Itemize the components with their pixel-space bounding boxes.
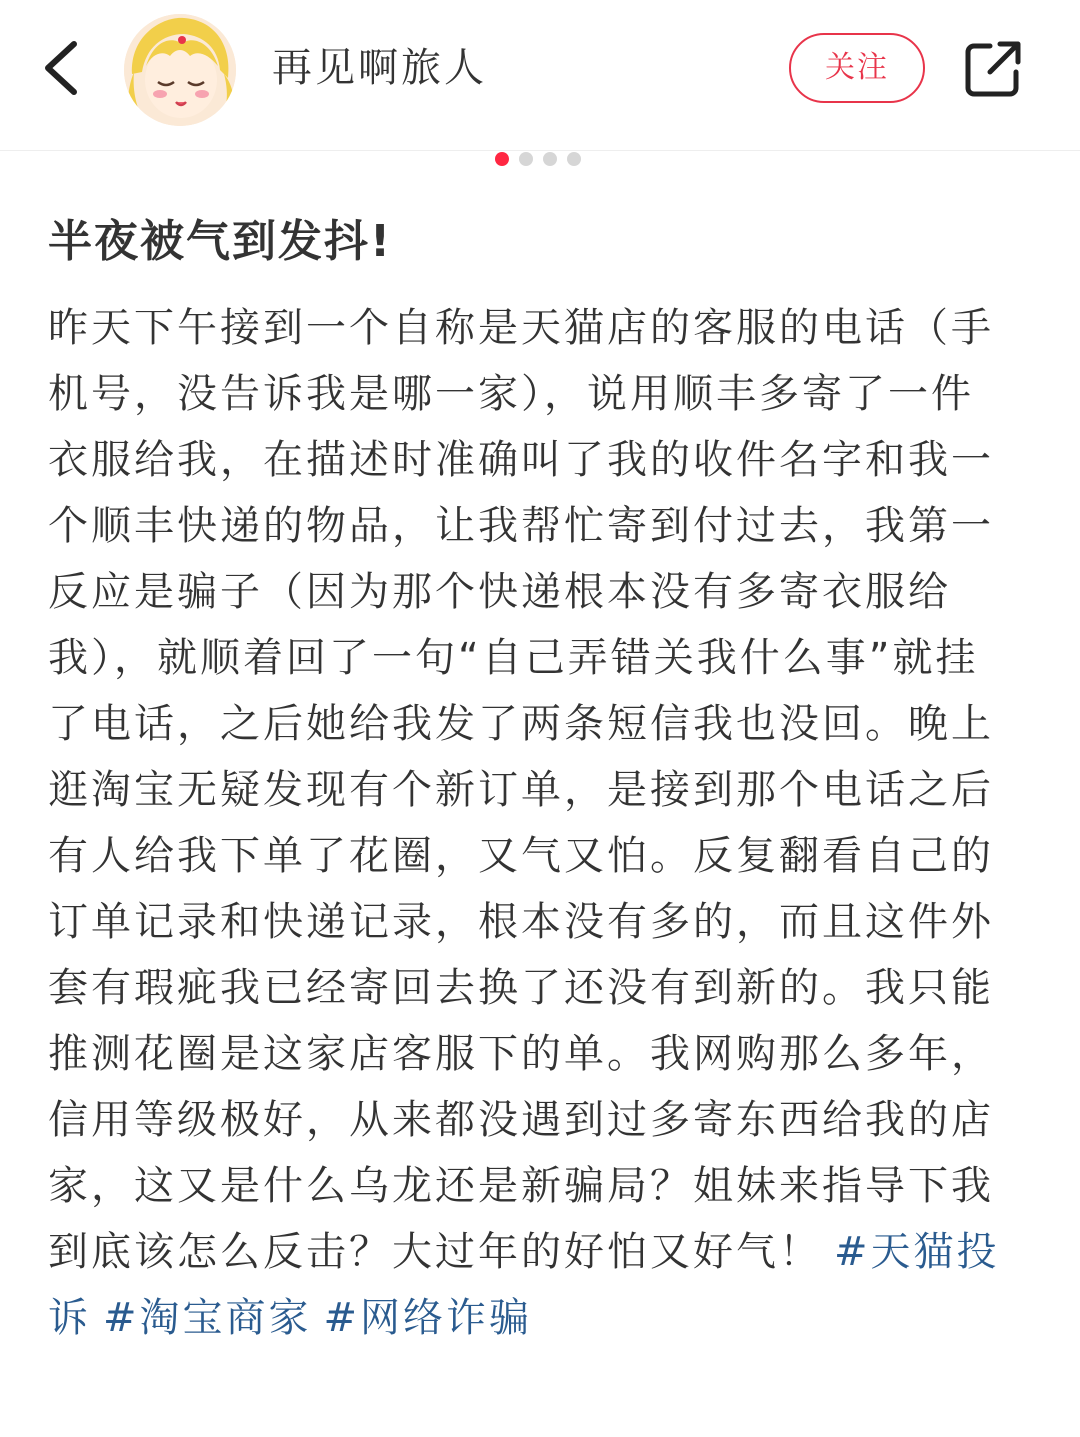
carousel-dot[interactable] — [495, 152, 509, 166]
hashtag-link[interactable]: #淘宝商家 — [103, 1295, 312, 1341]
post-header — [0, 0, 1080, 151]
post-title: 半夜被气到发抖! — [48, 216, 393, 267]
back-button[interactable] — [38, 38, 88, 98]
carousel-indicator — [495, 152, 581, 166]
carousel-dot[interactable] — [543, 152, 557, 166]
chevron-left-icon — [38, 38, 88, 98]
carousel-dot[interactable] — [567, 152, 581, 166]
share-icon — [962, 38, 1024, 100]
post-body — [48, 295, 1014, 1351]
carousel-dot[interactable] — [519, 152, 533, 166]
share-button[interactable] — [962, 38, 1024, 100]
avatar[interactable] — [124, 14, 236, 126]
username[interactable]: 再见啊旅人 — [272, 45, 487, 91]
hashtag-link[interactable]: #网络诈骗 — [323, 1295, 533, 1341]
avatar-icon — [124, 14, 236, 126]
post-body-text: 昨天下午接到一个自称是天猫店的客服的电话（手机号，没告诉我是哪一家），说用顺丰多寄了一件衣服给我，在描述时准确叫了我的收件名字和我一个顺丰快递的物品，让我帮忙寄到付过去，我第一反应是骗子（因为那个快递根本没有多寄衣服给我），就顺着回了一句“自己弄错关我什么事”就挂了电话，之后她给我发了两条短信我也没回。晚上逛淘宝无疑发现有个新订单，是接到那个电话之后有人给我下单了花圈，又气又怕。反复翻看自己的订单记录和快递记录，根本没有多的，而且这件外套有瑕疵我已经寄回去换了还没有到新的。我只能推测花圈是这家店客服下的单。我网购那么多年，信用等级极好，从来都没遇到过多寄东西给我的店家，这又是什么乌龙还是新骗局？姐妹来指导下我到底该怎么反击？大过年的好怕又好气！ — [48, 305, 994, 1275]
follow-button[interactable]: 关注 — [789, 33, 925, 103]
hashtag-link[interactable]: #天猫投诉 — [48, 1229, 1000, 1341]
